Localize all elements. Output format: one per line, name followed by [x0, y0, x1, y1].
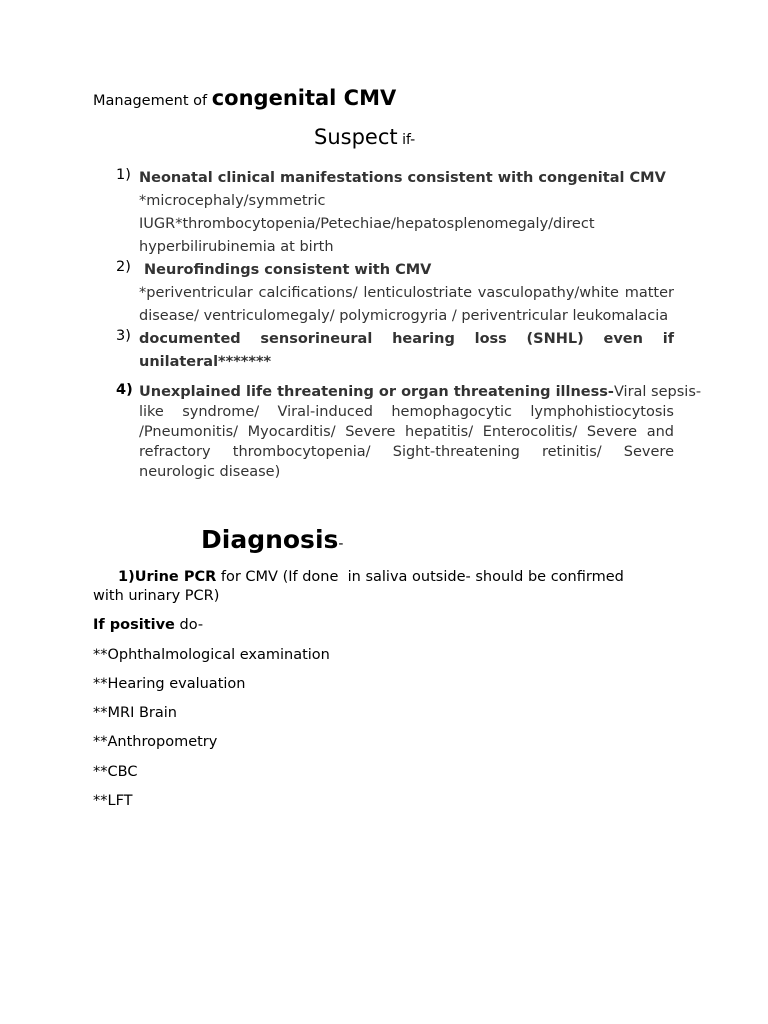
if-positive-line [93, 617, 203, 633]
diagnosis-heading [201, 525, 343, 554]
if-positive-label: If positive [93, 617, 175, 633]
test-item: **LFT [93, 793, 133, 809]
criterion-title: Neonatal clinical manifestations consistent with congenital CMV [139, 170, 666, 186]
suspect-tail: if- [397, 132, 416, 148]
test-item: **Hearing evaluation [93, 676, 246, 692]
page-title-prefix: Management of [93, 93, 212, 109]
page-title [93, 86, 396, 110]
if-positive-text: do- [174, 617, 204, 633]
criterion-line: like syndrome/ Viral-induced hemophagocytic lymphohistiocytosis [139, 404, 674, 420]
criterion-line: refractory thrombocytopenia/ Sight-threatening retinitis/ Severe [139, 444, 674, 460]
criterion-number: 4) [116, 382, 133, 398]
suspect-word: Suspect [314, 125, 398, 149]
criterion-title: Unexplained life threatening or organ threatening illness- [139, 384, 614, 400]
criterion-line: Viral sepsis- [613, 384, 702, 400]
test-item: **Anthropometry [93, 734, 218, 750]
suspect-heading [314, 125, 415, 149]
criterion-number: 2) [116, 259, 131, 275]
criterion-line: hyperbilirubinemia at birth [139, 239, 334, 255]
diagnosis-title: Diagnosis [201, 525, 339, 554]
page-title-main: congenital CMV [211, 86, 397, 110]
test-item: **CBC [93, 764, 138, 780]
criterion-number: 1) [116, 167, 131, 183]
criterion-line: /Pneumonitis/ Myocarditis/ Severe hepatitis/ Enterocolitis/ Severe and [139, 424, 674, 440]
criterion-title: Neurofindings consistent with CMV [139, 262, 432, 278]
test-item: **MRI Brain [93, 705, 177, 721]
step-label: 1)Urine PCR [118, 569, 217, 585]
criterion-line: IUGR*thrombocytopenia/Petechiae/hepatosplenomegaly/direct [139, 216, 595, 232]
criterion-title: documented sensorineural hearing loss (SNHL) even if [139, 331, 674, 347]
step-text: for CMV (If done in saliva outside- should be confirmed [216, 569, 624, 585]
criterion-line: *periventricular calcifications/ lenticulostriate vasculopathy/white matter [139, 285, 674, 301]
criterion-line: neurologic disease) [139, 464, 281, 480]
criterion-line: *microcephaly/symmetric [139, 193, 326, 209]
criterion-number: 3) [116, 328, 131, 344]
diagnosis-step-1 [118, 569, 624, 585]
diagnosis-tail: - [338, 536, 344, 552]
criterion-title: unilateral******* [139, 354, 272, 370]
test-item: **Ophthalmological examination [93, 647, 330, 663]
diagnosis-step-1-continued: with urinary PCR) [93, 588, 220, 604]
criterion-line: disease/ ventriculomegaly/ polymicrogyria / periventricular leukomalacia [139, 308, 669, 324]
